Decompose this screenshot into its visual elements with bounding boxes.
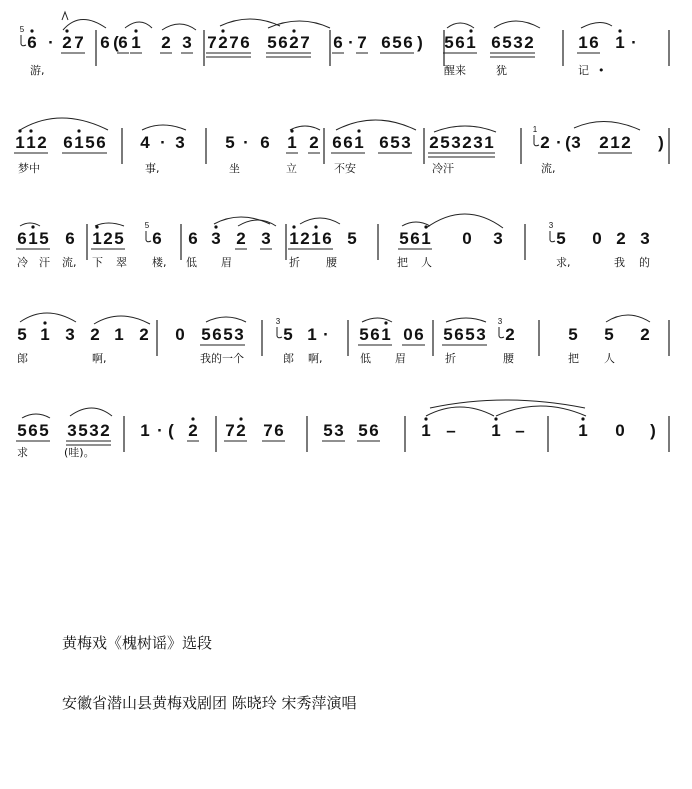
note-4-18: 0: [403, 325, 413, 344]
note-4-17: 1: [381, 325, 391, 344]
lyric-3-10: 腰: [326, 256, 337, 269]
note-5-16: 5: [323, 421, 333, 440]
lyric-4-3: 我的一个: [200, 352, 244, 365]
high-octave-dot: [618, 29, 621, 32]
high-octave-dot: [494, 417, 497, 420]
beam-underlines: [14, 53, 632, 445]
lyric-3-1: 冷: [17, 256, 28, 269]
bar-lines: [87, 30, 669, 452]
note-4-16: 6: [370, 325, 380, 344]
note-5-14: 7: [263, 421, 273, 440]
lyric-3-6: 楼,: [152, 256, 167, 269]
note-3-24: 0: [592, 229, 602, 248]
note-2-16: 6: [332, 133, 342, 152]
note-5-18: 5: [358, 421, 368, 440]
note-1-35: 1: [615, 33, 625, 52]
note-2-33: 1: [610, 133, 620, 152]
note-layer: [15, 25, 664, 440]
note-1-7: 6: [118, 33, 128, 52]
grace-note: 3: [275, 317, 281, 326]
note-3-25: 2: [616, 229, 626, 248]
note-2-17: 6: [343, 133, 353, 152]
note-3-22: 3: [493, 229, 503, 248]
note-1-22: 6: [381, 33, 391, 52]
lyric-1-3: 犹: [496, 64, 507, 77]
lyric-layer: [17, 63, 650, 459]
note-1-30: 5: [502, 33, 512, 52]
lyric-1-5: •: [598, 64, 605, 77]
note-4-10: 5: [223, 325, 233, 344]
note-2-22: 2: [429, 133, 439, 152]
note-1-6: (: [113, 33, 119, 52]
lyric-1-4: 记: [578, 64, 589, 77]
note-1-3: 2: [62, 33, 72, 52]
note-2-6: 5: [85, 133, 95, 152]
note-2-35: ): [658, 133, 664, 152]
note-5-1: 5: [17, 421, 27, 440]
note-5-21: –: [446, 421, 456, 440]
note-2-32: 2: [599, 133, 609, 152]
note-5-24: 1: [578, 421, 588, 440]
note-3-20: 1: [421, 229, 431, 248]
note-5-25: 0: [615, 421, 625, 440]
note-2-1: 1: [15, 133, 25, 152]
note-2-30: (: [565, 133, 571, 152]
note-2-13: 6: [260, 133, 270, 152]
note-4-8: 5: [201, 325, 211, 344]
note-1-31: 3: [513, 33, 523, 52]
grace-note: 1: [532, 125, 538, 134]
lyric-4-1: 郎: [17, 352, 28, 365]
lyric-3-4: 下: [92, 256, 103, 269]
grace-slur: [21, 35, 26, 46]
note-5-19: 6: [369, 421, 379, 440]
note-5-2: 6: [28, 421, 38, 440]
note-1-24: 6: [403, 33, 413, 52]
note-3-2: 1: [28, 229, 38, 248]
note-1-28: 1: [466, 33, 476, 52]
note-1-13: 7: [229, 33, 239, 52]
lyric-2-1: 梦中: [18, 162, 40, 175]
high-octave-dot: [357, 129, 360, 132]
note-4-22: 5: [465, 325, 475, 344]
note-4-12: 5: [283, 325, 293, 344]
high-octave-dot: [29, 129, 32, 132]
note-1-16: 6: [278, 33, 288, 52]
note-1-19: 6: [333, 33, 343, 52]
high-octave-dot: [314, 225, 317, 228]
note-1-9: 2: [161, 33, 171, 52]
note-1-14: 6: [240, 33, 250, 52]
note-1-36: ·: [631, 33, 637, 52]
lyric-2-3: 坐: [229, 162, 240, 175]
note-5-7: 2: [100, 421, 110, 440]
note-1-2: ·: [48, 33, 54, 52]
note-4-5: 1: [114, 325, 124, 344]
lyric-4-6: 低: [360, 352, 371, 365]
score-title: 黄梅戏《槐树谣》选段: [62, 634, 213, 652]
note-3-18: 5: [399, 229, 409, 248]
high-octave-dot: [43, 321, 46, 324]
lyric-3-3: 流,: [62, 256, 77, 269]
lyric-3-5: 翠: [116, 256, 127, 269]
grace-slur: [277, 327, 282, 338]
note-2-9: ·: [160, 133, 166, 152]
note-1-10: 3: [182, 33, 192, 52]
note-2-7: 6: [96, 133, 106, 152]
note-5-10: (: [168, 421, 174, 440]
note-1-4: 7: [74, 33, 84, 52]
lyric-4-7: 眉: [395, 352, 406, 365]
note-4-9: 6: [212, 325, 222, 344]
note-3-9: 6: [188, 229, 198, 248]
high-octave-dot: [18, 129, 21, 132]
note-1-32: 2: [524, 33, 534, 52]
note-2-5: 1: [74, 133, 84, 152]
lyric-2-4: 立: [286, 162, 297, 175]
note-5-15: 6: [274, 421, 284, 440]
note-3-4: 6: [65, 229, 75, 248]
note-2-34: 2: [621, 133, 631, 152]
grace-slur: [499, 327, 504, 338]
note-2-29: ·: [556, 133, 562, 152]
note-2-20: 5: [390, 133, 400, 152]
note-3-8: 6: [152, 229, 162, 248]
note-2-4: 6: [63, 133, 73, 152]
lyric-4-9: 腰: [503, 352, 514, 365]
high-octave-dot: [134, 29, 137, 32]
note-5-8: 1: [140, 421, 150, 440]
note-4-27: 2: [640, 325, 650, 344]
note-4-25: 5: [568, 325, 578, 344]
note-2-24: 3: [451, 133, 461, 152]
note-1-12: 2: [218, 33, 228, 52]
note-4-7: 0: [175, 325, 185, 344]
note-4-4: 2: [90, 325, 100, 344]
grace-slur: [534, 135, 539, 146]
note-3-13: 1: [289, 229, 299, 248]
note-1-29: 6: [491, 33, 501, 52]
grace-note: 5: [19, 25, 25, 34]
note-2-19: 6: [379, 133, 389, 152]
note-2-26: 3: [473, 133, 483, 152]
note-4-13: 1: [307, 325, 317, 344]
note-2-8: 4: [140, 133, 150, 152]
note-3-26: 3: [640, 229, 650, 248]
note-1-15: 5: [267, 33, 277, 52]
note-1-17: 2: [289, 33, 299, 52]
note-2-25: 2: [462, 133, 472, 152]
note-2-23: 5: [440, 133, 450, 152]
note-3-6: 2: [103, 229, 113, 248]
high-octave-dot: [292, 225, 295, 228]
note-5-22: 1: [491, 421, 501, 440]
note-2-28: 2: [540, 133, 550, 152]
grace-note: 5: [144, 221, 150, 230]
high-octave-dot: [292, 29, 295, 32]
slur-marks: [20, 12, 650, 418]
note-3-15: 1: [311, 229, 321, 248]
note-3-17: 5: [347, 229, 357, 248]
grace-slur: [146, 231, 151, 242]
grace-note: 3: [497, 317, 503, 326]
note-3-10: 3: [211, 229, 221, 248]
lyric-4-11: 人: [604, 352, 615, 365]
lyric-4-5: 啊,: [308, 352, 323, 365]
note-3-16: 6: [322, 229, 332, 248]
high-octave-dot: [424, 225, 427, 228]
note-1-26: 5: [444, 33, 454, 52]
note-4-19: 6: [414, 325, 424, 344]
lyric-4-10: 把: [568, 352, 579, 365]
note-5-17: 3: [334, 421, 344, 440]
note-1-5: 6: [100, 33, 110, 52]
high-octave-dot: [384, 321, 387, 324]
note-1-25: ): [417, 33, 423, 52]
lyric-2-6: 冷汗: [432, 162, 454, 175]
note-5-26: ): [650, 421, 656, 440]
lyric-1-1: 游,: [30, 64, 45, 77]
note-5-3: 5: [39, 421, 49, 440]
note-2-31: 3: [571, 133, 581, 152]
note-4-24: 2: [505, 325, 515, 344]
note-2-2: 1: [26, 133, 36, 152]
note-5-9: ·: [157, 421, 163, 440]
note-1-21: 7: [357, 33, 367, 52]
high-octave-dot: [191, 417, 194, 420]
note-1-27: 6: [455, 33, 465, 52]
high-octave-dot: [214, 225, 217, 228]
note-4-6: 2: [139, 325, 149, 344]
note-2-14: 1: [287, 133, 297, 152]
note-3-11: 2: [236, 229, 246, 248]
high-octave-dot: [469, 29, 472, 32]
note-5-11: 2: [188, 421, 198, 440]
high-octave-dot: [424, 417, 427, 420]
note-2-18: 1: [354, 133, 364, 152]
lyric-3-14: 我: [614, 256, 625, 269]
note-4-21: 6: [454, 325, 464, 344]
lyric-3-7: 低: [186, 256, 197, 269]
note-5-6: 3: [89, 421, 99, 440]
lyric-3-9: 折: [289, 256, 300, 269]
lyric-3-11: 把: [397, 256, 408, 269]
lyric-4-2: 啊,: [92, 352, 107, 365]
note-2-12: ·: [243, 133, 249, 152]
note-2-27: 1: [484, 133, 494, 152]
lyric-2-7: 流,: [541, 162, 556, 175]
note-4-11: 3: [234, 325, 244, 344]
lyric-3-13: 求,: [556, 256, 571, 269]
high-octave-dot: [95, 225, 98, 228]
lyric-3-8: 眉: [221, 256, 232, 269]
lyric-2-5: 不安: [334, 162, 356, 175]
lyric-2-2: 事,: [145, 162, 160, 175]
high-octave-dot: [77, 129, 80, 132]
high-octave-dot: [31, 225, 34, 228]
note-1-23: 5: [392, 33, 402, 52]
lyric-3-12: 人: [421, 256, 432, 269]
note-5-23: –: [515, 421, 525, 440]
note-3-14: 2: [300, 229, 310, 248]
note-4-3: 3: [65, 325, 75, 344]
high-octave-dot: [581, 417, 584, 420]
note-5-20: 1: [421, 421, 431, 440]
note-1-33: 1: [578, 33, 588, 52]
note-3-23: 5: [556, 229, 566, 248]
high-octave-dot: [65, 29, 68, 32]
note-1-1: 6: [27, 33, 37, 52]
note-3-21: 0: [462, 229, 472, 248]
note-3-7: 5: [114, 229, 124, 248]
note-1-34: 6: [589, 33, 599, 52]
note-4-23: 3: [476, 325, 486, 344]
lyric-5-2: (哇)。: [64, 446, 95, 459]
note-1-20: ·: [348, 33, 354, 52]
note-5-12: 7: [225, 421, 235, 440]
high-octave-dot: [239, 417, 242, 420]
note-3-1: 6: [17, 229, 27, 248]
note-2-21: 3: [401, 133, 411, 152]
note-5-4: 3: [67, 421, 77, 440]
performer-credit: 安徽省潜山县黄梅戏剧团 陈晓玲 宋秀萍演唱: [62, 694, 357, 712]
lyric-4-8: 折: [445, 352, 456, 365]
note-3-19: 6: [410, 229, 420, 248]
note-5-5: 5: [78, 421, 88, 440]
grace-note: 3: [548, 221, 554, 230]
lyric-1-2: 醒来: [444, 64, 466, 77]
note-5-13: 2: [236, 421, 246, 440]
grace-slur: [550, 231, 555, 242]
note-1-8: 1: [131, 33, 141, 52]
note-2-15: 2: [309, 133, 319, 152]
note-4-2: 1: [40, 325, 50, 344]
note-2-11: 5: [225, 133, 235, 152]
note-4-20: 5: [443, 325, 453, 344]
note-4-14: ·: [323, 325, 329, 344]
lyric-3-15: 的: [639, 256, 650, 269]
note-2-10: 3: [175, 133, 185, 152]
high-octave-dot: [290, 129, 293, 132]
high-octave-dot: [30, 29, 33, 32]
lyric-3-2: 汗: [39, 256, 50, 269]
note-2-3: 2: [37, 133, 47, 152]
note-3-3: 5: [39, 229, 49, 248]
high-octave-dot: [221, 29, 224, 32]
lyric-5-1: 求: [17, 446, 28, 459]
note-1-18: 7: [300, 33, 310, 52]
note-4-1: 5: [17, 325, 27, 344]
lyric-4-4: 郎: [283, 352, 294, 365]
note-3-12: 3: [261, 229, 271, 248]
note-1-11: 7: [207, 33, 217, 52]
note-4-26: 5: [604, 325, 614, 344]
note-3-5: 1: [92, 229, 102, 248]
note-4-15: 5: [359, 325, 369, 344]
